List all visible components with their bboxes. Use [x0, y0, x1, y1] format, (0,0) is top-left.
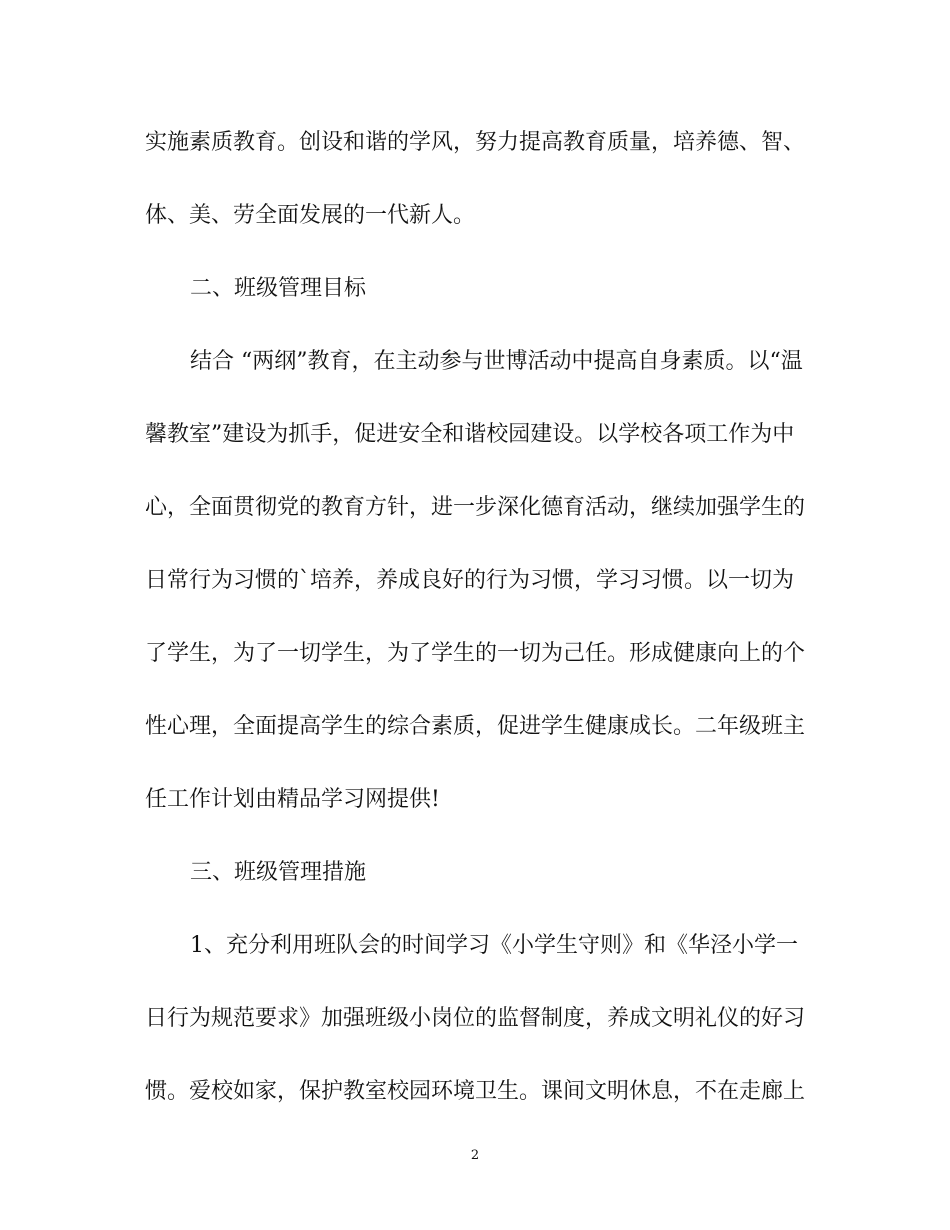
body-text-line: 心，全面贯彻党的教育方针，进一步深化德育活动，继续加强学生的 [145, 495, 806, 520]
body-text-line: 馨教室”建设为抓手，促进安全和谐校园建设。以学校各项工作为中 [145, 422, 795, 447]
body-text-line: 了学生，为了一切学生，为了学生的一切为己任。形成健康向上的个 [145, 641, 806, 666]
body-text-line: 日行为规范要求》加强班级小岗位的监督制度，养成文明礼仪的好习 [145, 1006, 806, 1031]
body-text-line: 1、充分利用班队会的时间学习《小学生守则》和《华泾小学一 [190, 933, 798, 958]
body-text-line: 体、美、劳全面发展的一代新人。 [145, 203, 476, 228]
page-number: 2 [470, 1148, 480, 1163]
section-heading: 二、班级管理目标 [190, 276, 367, 301]
body-text-line: 结合 “两纲”教育，在主动参与世博活动中提高自身素质。以“温 [190, 349, 803, 374]
body-text-line: 性心理，全面提高学生的综合素质，促进学生健康成长。二年级班主 [145, 714, 806, 739]
body-text-line: 任工作计划由精品学习网提供! [145, 787, 440, 812]
body-text-line: 惯。爱校如家，保护教室校园环境卫生。课间文明休息，不在走廊上 [145, 1079, 806, 1104]
body-text-line: 实施素质教育。创设和谐的学风，努力提高教育质量，培养德、智、 [145, 130, 806, 155]
body-text-line: 日常行为习惯的`培养，养成良好的行为习惯，学习习惯。以一切为 [145, 568, 795, 593]
section-heading: 三、班级管理措施 [190, 860, 367, 885]
